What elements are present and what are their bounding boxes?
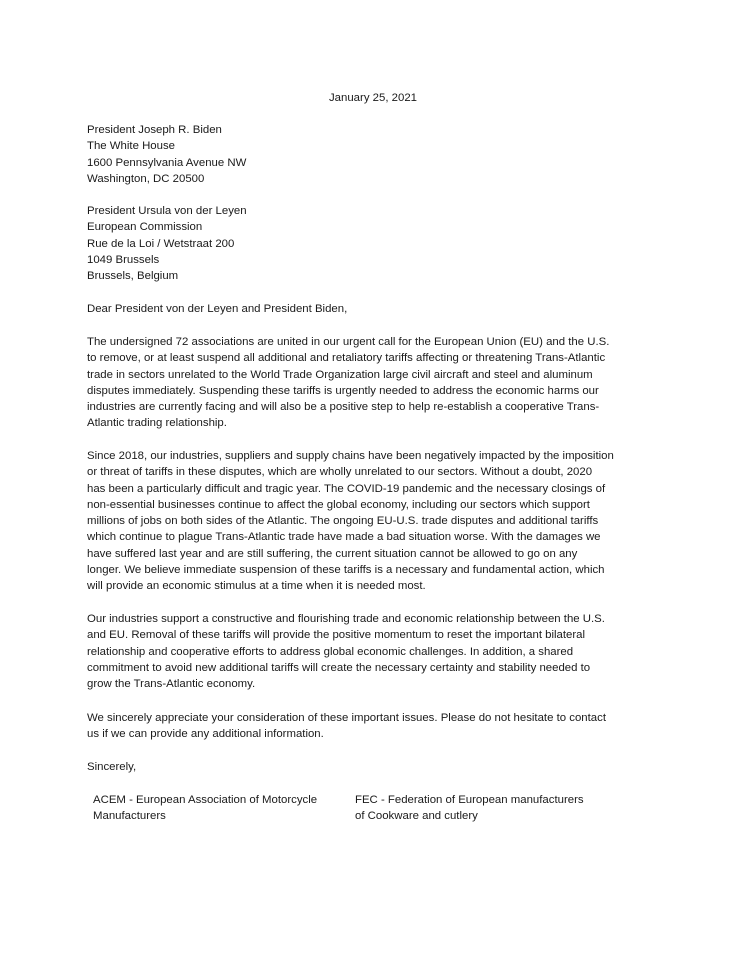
closing: Sincerely, bbox=[87, 761, 137, 773]
paragraph-line: or threat of tariffs in these disputes, which are wholly unrelated to our sectors. Without a doubt, 2020 bbox=[87, 466, 593, 479]
signatory-acem bbox=[93, 792, 343, 825]
paragraph-line: grow the Trans-Atlantic economy. bbox=[87, 678, 256, 691]
paragraph-line: will provide an economic stimulus at a time when it is needed most. bbox=[87, 580, 426, 593]
recipient-address-biden bbox=[87, 122, 677, 187]
recipient-address-von-der-leyen bbox=[87, 203, 677, 284]
body-paragraph bbox=[87, 710, 677, 743]
paragraph-line: non-essential businesses continue to affect the global economy, including our sectors which support bbox=[87, 498, 590, 511]
paragraph-line: us if we can provide any additional information. bbox=[87, 728, 324, 741]
paragraph-line: and EU. Removal of these tariffs will provide the positive momentum to reset the important bilateral bbox=[87, 629, 586, 642]
paragraph-line: millions of jobs on both sides of the Atlantic. The ongoing EU-U.S. trade disputes and additional tariffs bbox=[87, 515, 599, 528]
address-line: European Commission bbox=[87, 221, 203, 234]
paragraph-line: longer. We believe immediate suspension of these tariffs is a necessary and fundamental action, which bbox=[87, 564, 605, 577]
address-line: Rue de la Loi / Wetstraat 200 bbox=[87, 237, 235, 250]
address-line: Brussels, Belgium bbox=[87, 270, 179, 283]
address-line: President Ursula von der Leyen bbox=[87, 205, 247, 217]
address-line: 1049 Brussels bbox=[87, 253, 160, 266]
body-paragraph bbox=[87, 334, 677, 432]
paragraph-line: disputes immediately. Suspending these tariffs is urgently needed to address the economic harms our bbox=[87, 384, 599, 397]
paragraph-line: commitment to avoid new additional tariffs will create the necessary certainty and stability needed to bbox=[87, 661, 591, 674]
address-line: The White House bbox=[87, 140, 175, 153]
signatory-fec bbox=[355, 792, 645, 825]
signatory-line: of Cookware and cutlery bbox=[355, 810, 478, 823]
signatory-line: Manufacturers bbox=[93, 810, 166, 823]
paragraph-line: relationship and cooperative efforts to address global economic challenges. In addition, a shared bbox=[87, 645, 574, 658]
paragraph-line: to remove, or at least suspend all additional and retaliatory tariffs affecting or threatening Trans-Atlantic bbox=[87, 352, 606, 365]
paragraph-line: Since 2018, our industries, suppliers and supply chains have been negatively impacted by the imposition bbox=[87, 450, 614, 462]
paragraph-line: The undersigned 72 associations are united in our urgent call for the European Union (EU) and the U.S. bbox=[87, 336, 610, 348]
paragraph-line: Our industries support a constructive and flourishing trade and economic relationship between the U.S. bbox=[87, 613, 605, 625]
body-paragraph bbox=[87, 611, 677, 692]
paragraph-line: industries are currently facing and will also be a positive step to help re-establish a cooperative Trans- bbox=[87, 401, 600, 414]
paragraph-line: trade in sectors unrelated to the World Trade Organization large civil aircraft and steel and aluminum bbox=[87, 368, 593, 381]
paragraph-line: We sincerely appreciate your consideration of these important issues. Please do not hesitate to contact bbox=[87, 712, 606, 724]
address-line: Washington, DC 20500 bbox=[87, 172, 205, 185]
paragraph-line: Atlantic trading relationship. bbox=[87, 417, 227, 430]
paragraph-line: have suffered last year and are still suffering, the current situation cannot be allowed to go on any bbox=[87, 547, 578, 560]
salutation: Dear President von der Leyen and President Biden, bbox=[87, 303, 348, 315]
letter-date: January 25, 2021 bbox=[328, 92, 418, 104]
signatory-line: FEC - Federation of European manufacturers bbox=[355, 794, 584, 806]
address-line: President Joseph R. Biden bbox=[87, 124, 222, 136]
signatory-line: ACEM - European Association of Motorcycle bbox=[93, 794, 318, 806]
paragraph-line: which continue to plague Trans-Atlantic trade have made a bad situation worse. With the damages we bbox=[87, 531, 601, 544]
address-line: 1600 Pennsylvania Avenue NW bbox=[87, 156, 247, 169]
paragraph-line: has been a particularly difficult and tragic year. The COVID-19 pandemic and the necessary closings of bbox=[87, 482, 606, 495]
body-paragraph bbox=[87, 448, 677, 595]
